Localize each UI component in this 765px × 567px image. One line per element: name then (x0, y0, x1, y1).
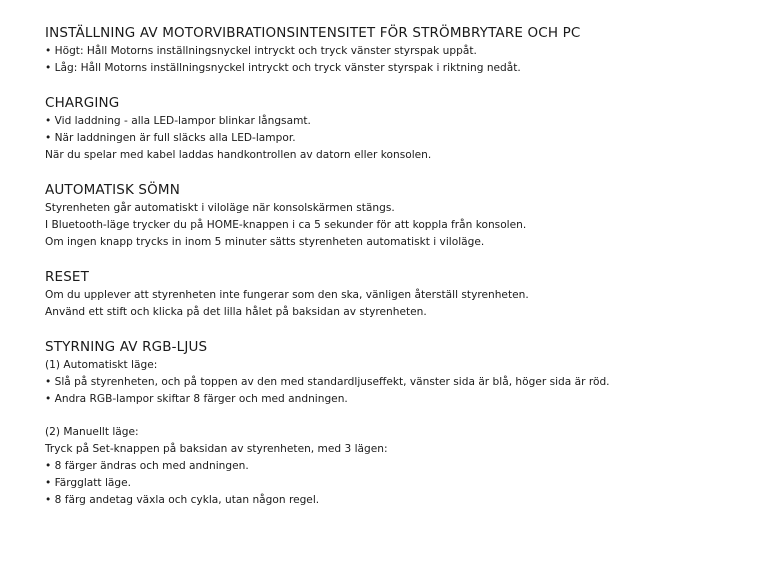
text-line: • Andra RGB-lampor skiftar 8 färger och med andningen. (45, 393, 348, 405)
section-heading: INSTÄLLNING AV MOTORVIBRATIONSINTENSITET FÖR STRÖMBRYTARE OCH PC (45, 25, 581, 41)
section-rgb-control (45, 338, 750, 509)
text-line: När du spelar med kabel laddas handkontrollen av datorn eller konsolen. (45, 149, 432, 161)
section-heading: RESET (45, 269, 90, 285)
text-line: • Högt: Håll Motorns inställningsnyckel intryckt och tryck vänster styrspak uppåt. (45, 45, 477, 57)
text-line: • 8 färg andetag växla och cykla, utan någon regel. (45, 494, 320, 506)
text-line: Styrenheten går automatiskt i viloläge när konsolskärmen stängs. (45, 202, 395, 214)
text-line: I Bluetooth-läge trycker du på HOME-knappen i ca 5 sekunder för att koppla från konsolen. (45, 219, 527, 231)
text-line: • 8 färger ändras och med andningen. (45, 460, 249, 472)
section-reset (45, 268, 750, 321)
section-auto-sleep (45, 181, 750, 251)
section-motor-vibration (45, 24, 750, 77)
text-line: Om du upplever att styrenheten inte fungerar som den ska, vänligen återställ styrenheten. (45, 289, 529, 301)
text-line: • Låg: Håll Motorns inställningsnyckel intryckt och tryck vänster styrspak i riktning nedåt. (45, 62, 521, 74)
paragraph-gap (45, 408, 750, 424)
text-line: (2) Manuellt läge: (45, 426, 139, 438)
section-charging (45, 94, 750, 164)
text-line: Om ingen knapp trycks in inom 5 minuter sätts styrenheten automatiskt i viloläge. (45, 236, 485, 248)
text-line: • Vid laddning - alla LED-lampor blinkar långsamt. (45, 115, 311, 127)
section-heading: AUTOMATISK SÖMN (45, 182, 180, 198)
text-line: • När laddningen är full släcks alla LED-lampor. (45, 132, 296, 144)
text-line: Tryck på Set-knappen på baksidan av styrenheten, med 3 lägen: (45, 443, 388, 455)
section-heading: STYRNING AV RGB-LJUS (45, 339, 208, 355)
text-line: (1) Automatiskt läge: (45, 359, 158, 371)
manual-page (45, 24, 750, 526)
text-line: • Slå på styrenheten, och på toppen av den med standardljuseffekt, vänster sida är blå, höger sida är röd. (45, 376, 610, 388)
text-line: Använd ett stift och klicka på det lilla hålet på baksidan av styrenheten. (45, 306, 427, 318)
text-line: • Färgglatt läge. (45, 477, 132, 489)
section-heading: CHARGING (45, 95, 120, 111)
